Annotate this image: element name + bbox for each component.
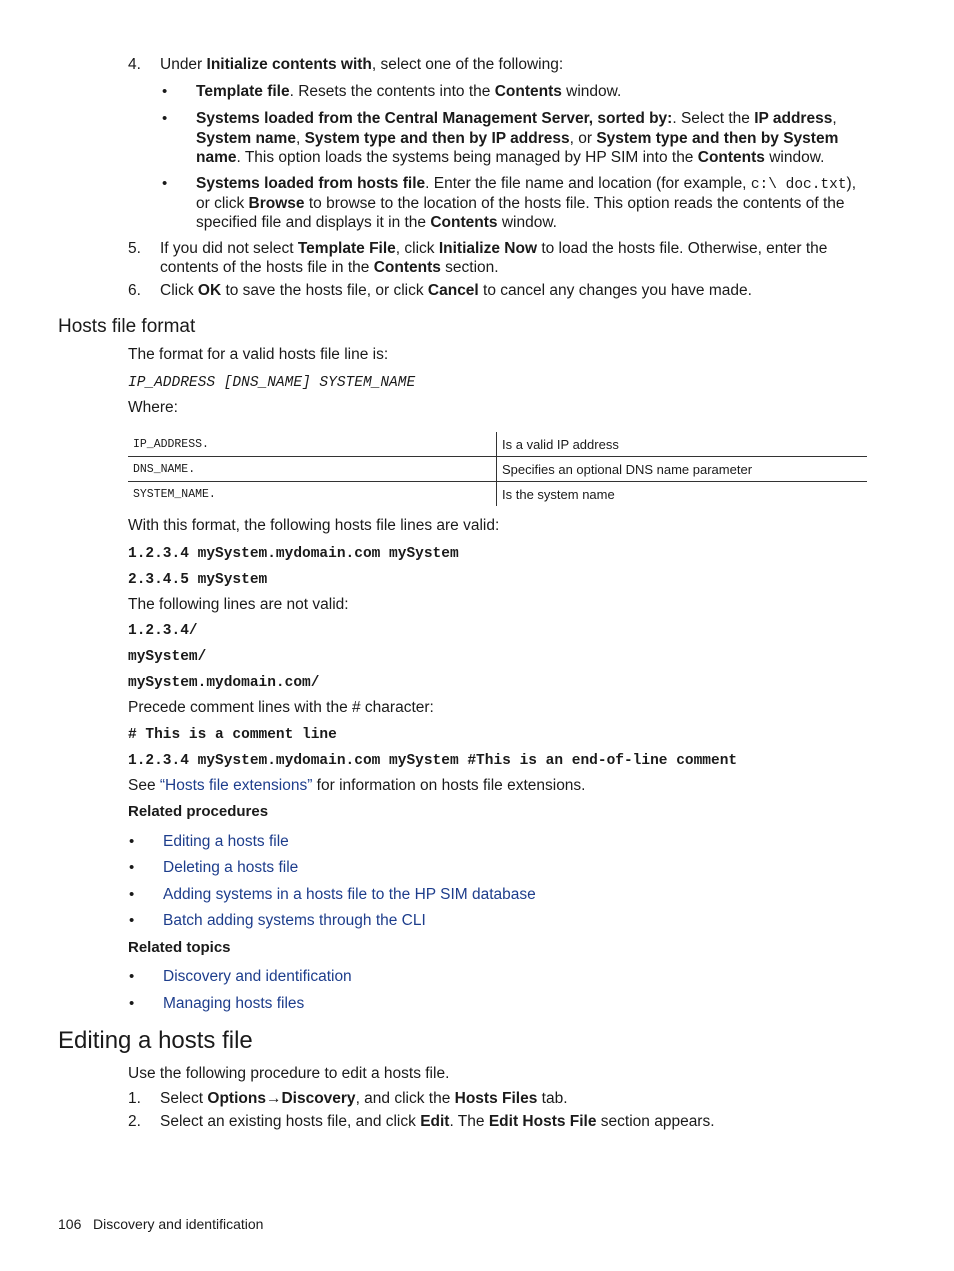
format-intro: The format for a valid hosts file line is: <box>128 346 389 363</box>
step-5-number: 5. <box>128 240 141 257</box>
table-row <box>128 432 867 457</box>
step-4 <box>128 56 141 74</box>
hosts-file-extensions-link[interactable]: “Hosts file extensions” <box>159 777 313 794</box>
link-discovery-identification[interactable]: Discovery and identification <box>163 968 352 985</box>
page-footer <box>58 1216 263 1232</box>
valid-intro: With this format, the following hosts file lines are valid: <box>128 517 500 534</box>
bullet-icon: • <box>129 995 135 1012</box>
bullet-cms-line1: Systems loaded from the Central Management Server, sorted by:. Select the IP address, <box>196 110 837 127</box>
table-key: DNS_NAME. <box>128 457 497 482</box>
bullet-icon: • <box>129 912 135 929</box>
bullet-template-file: Template file. Resets the contents into the Contents window. <box>196 83 622 100</box>
related-procedures-title: Related procedures <box>128 803 269 820</box>
edit-step-1-number: 1. <box>128 1090 141 1107</box>
bullet-icon: • <box>162 175 168 192</box>
invalid-intro: The following lines are not valid: <box>128 596 349 613</box>
bullet-icon: • <box>129 859 135 876</box>
format-syntax: IP_ADDRESS [DNS_NAME] SYSTEM_NAME <box>128 375 416 391</box>
bullet-icon: • <box>162 83 168 100</box>
step-5-line2: contents of the hosts file in the Contents section. <box>160 259 499 276</box>
step-6-text: Click OK to save the hosts file, or click Cancel to cancel any changes you have made. <box>160 282 752 299</box>
bullet-hostsfile-line2: or click Browse to browse to the location of the hosts file. This option reads the contents of the <box>196 195 845 212</box>
edit-step-2-number: 2. <box>128 1113 141 1130</box>
invalid-line: mySystem/ <box>128 649 207 665</box>
link-managing-hosts-files[interactable]: Managing hosts files <box>163 995 305 1012</box>
step-4-text: Under Initialize contents with, select one of the following: <box>160 56 564 73</box>
section-title-editing: Editing a hosts file <box>58 1027 253 1054</box>
see-also: See “Hosts file extensions” for information on hosts file extensions. <box>128 777 586 794</box>
bullet-cms-line3: name. This option loads the systems being managed by HP SIM into the Contents window. <box>196 149 825 166</box>
table-row <box>128 457 867 482</box>
step-number: 4. <box>128 56 141 73</box>
link-adding-systems[interactable]: Adding systems in a hosts file to the HP SIM database <box>163 886 536 903</box>
where-label: Where: <box>128 399 178 416</box>
edit-intro: Use the following procedure to edit a hosts file. <box>128 1065 450 1082</box>
edit-step-2: Select an existing hosts file, and click Edit. The Edit Hosts File section appears. <box>160 1113 715 1130</box>
link-deleting-hosts-file[interactable]: Deleting a hosts file <box>163 859 299 876</box>
bullet-icon: • <box>129 886 135 903</box>
table-key: SYSTEM_NAME. <box>128 482 497 507</box>
link-batch-adding[interactable]: Batch adding systems through the CLI <box>163 912 426 929</box>
invalid-line: mySystem.mydomain.com/ <box>128 675 320 691</box>
bullet-icon: • <box>129 833 135 850</box>
section-title-hosts-file-format: Hosts file format <box>58 316 196 337</box>
valid-line: 1.2.3.4 mySystem.mydomain.com mySystem <box>128 546 459 562</box>
related-topics-title: Related topics <box>128 939 231 956</box>
invalid-line: 1.2.3.4/ <box>128 623 198 639</box>
valid-line: 2.3.4.5 mySystem <box>128 572 268 588</box>
footer-section: Discovery and identification <box>93 1216 264 1232</box>
arrow-right-icon: → <box>265 1090 282 1107</box>
table-value: Is the system name <box>497 482 868 507</box>
comment-line: 1.2.3.4 mySystem.mydomain.com mySystem #This is an end-of-line comment <box>128 753 738 769</box>
table-row <box>128 482 867 507</box>
link-editing-hosts-file[interactable]: Editing a hosts file <box>163 833 289 850</box>
step-5-line1: If you did not select Template File, click Initialize Now to load the hosts file. Otherwise, enter the <box>160 240 828 257</box>
table-value: Is a valid IP address <box>502 436 619 452</box>
comment-line: # This is a comment line <box>128 727 337 743</box>
page-number: 106 <box>58 1216 82 1232</box>
step-6-number: 6. <box>128 282 141 299</box>
edit-step-1: Select Options→Discovery, and click the Hosts Files tab. <box>160 1090 568 1107</box>
table-key: IP_ADDRESS. <box>128 432 497 457</box>
bullet-cms-line2: System name, System type and then by IP address, or System type and then by System <box>196 130 839 147</box>
comment-intro: Precede comment lines with the # character: <box>128 699 434 716</box>
bullet-hostsfile-line3: specified file and displays it in the Contents window. <box>196 214 557 231</box>
table-value: Specifies an optional DNS name parameter <box>497 457 868 482</box>
definitions-table <box>128 432 867 506</box>
bullet-icon: • <box>162 110 168 127</box>
bullet-icon: • <box>129 968 135 985</box>
bullet-hostsfile-line1: Systems loaded from hosts file. Enter the file name and location (for example, c:\ doc.txt), <box>196 175 856 193</box>
